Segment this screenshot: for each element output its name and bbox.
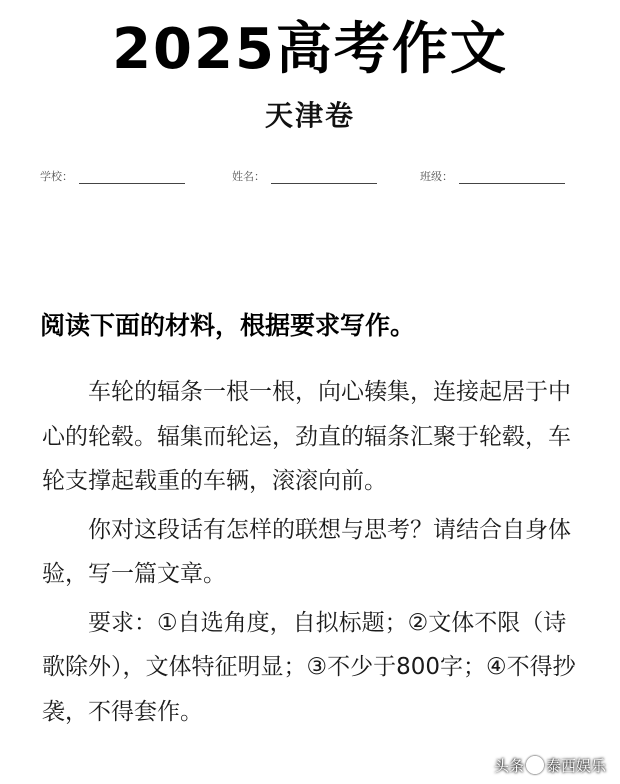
class-label: 班级： [420,170,453,183]
class-blank-line [459,171,565,184]
page-subtitle: 天津卷 [264,99,355,132]
essay-prompt [42,370,578,738]
material-paragraph: 车轮的辐条一根一根，向心辏集，连接起居于中心的轮毂。辐集而轮运，劲直的辐条汇聚于轮毂，车轮支撑起载重的车辆，滚滚向前。 [42,379,571,494]
name-blank-line [271,171,377,184]
name-label: 姓名： [232,170,265,183]
requirements-paragraph: 要求：①自选角度，自拟标题；②文体不限（诗歌除外），文体特征明显；③不少于800字；④不得抄袭，不得套作。 [42,609,576,725]
school-label: 学校： [40,170,73,183]
page-title: 2025高考作文 [112,17,508,82]
student-info-fields [0,168,620,192]
source-watermark [494,755,606,776]
name-field [232,168,377,184]
watermark-name: 泰西娱乐 [545,757,606,775]
instruction-heading: 阅读下面的材料，根据要求写作。 [40,311,416,340]
school-blank-line [79,171,185,184]
class-field [420,168,565,184]
question-paragraph: 你对这段话有怎样的联想与思考？请结合自身体验，写一篇文章。 [42,516,571,587]
school-field [40,168,185,184]
watermark-prefix: 头条 [493,757,524,775]
at-icon [526,756,544,774]
